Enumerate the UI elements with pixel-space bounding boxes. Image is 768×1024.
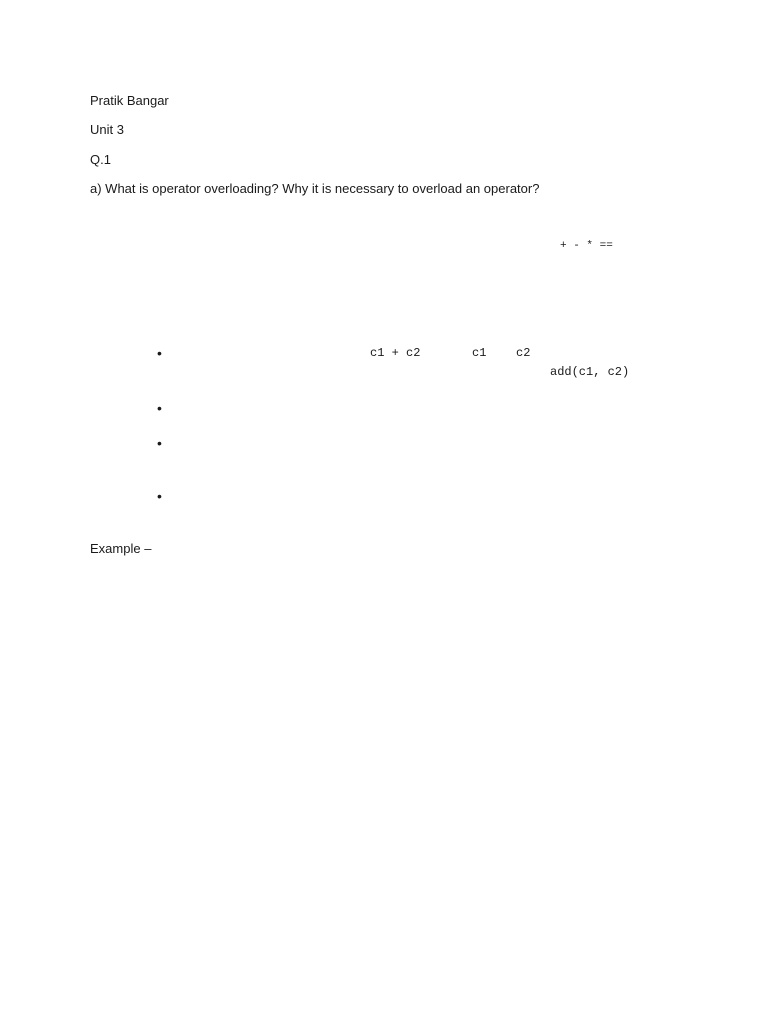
code-variable-c2: c2 [516, 346, 531, 360]
unit-label: Unit 3 [90, 122, 124, 137]
code-variable-c1: c1 [472, 346, 487, 360]
bullet-marker: • [157, 400, 162, 416]
operators-code: + - * == [560, 240, 613, 252]
code-expression: c1 + c2 [370, 346, 421, 360]
bullet-marker: • [157, 345, 162, 361]
bullet-marker: • [157, 488, 162, 504]
bullet-marker: • [157, 435, 162, 451]
code-function-call: add(c1, c2) [550, 365, 630, 379]
question-text: a) What is operator overloading? Why it is necessary to overload an operator? [90, 181, 540, 196]
author-name: Pratik Bangar [90, 93, 169, 108]
question-number: Q.1 [90, 152, 111, 167]
example-label: Example – [90, 541, 152, 556]
